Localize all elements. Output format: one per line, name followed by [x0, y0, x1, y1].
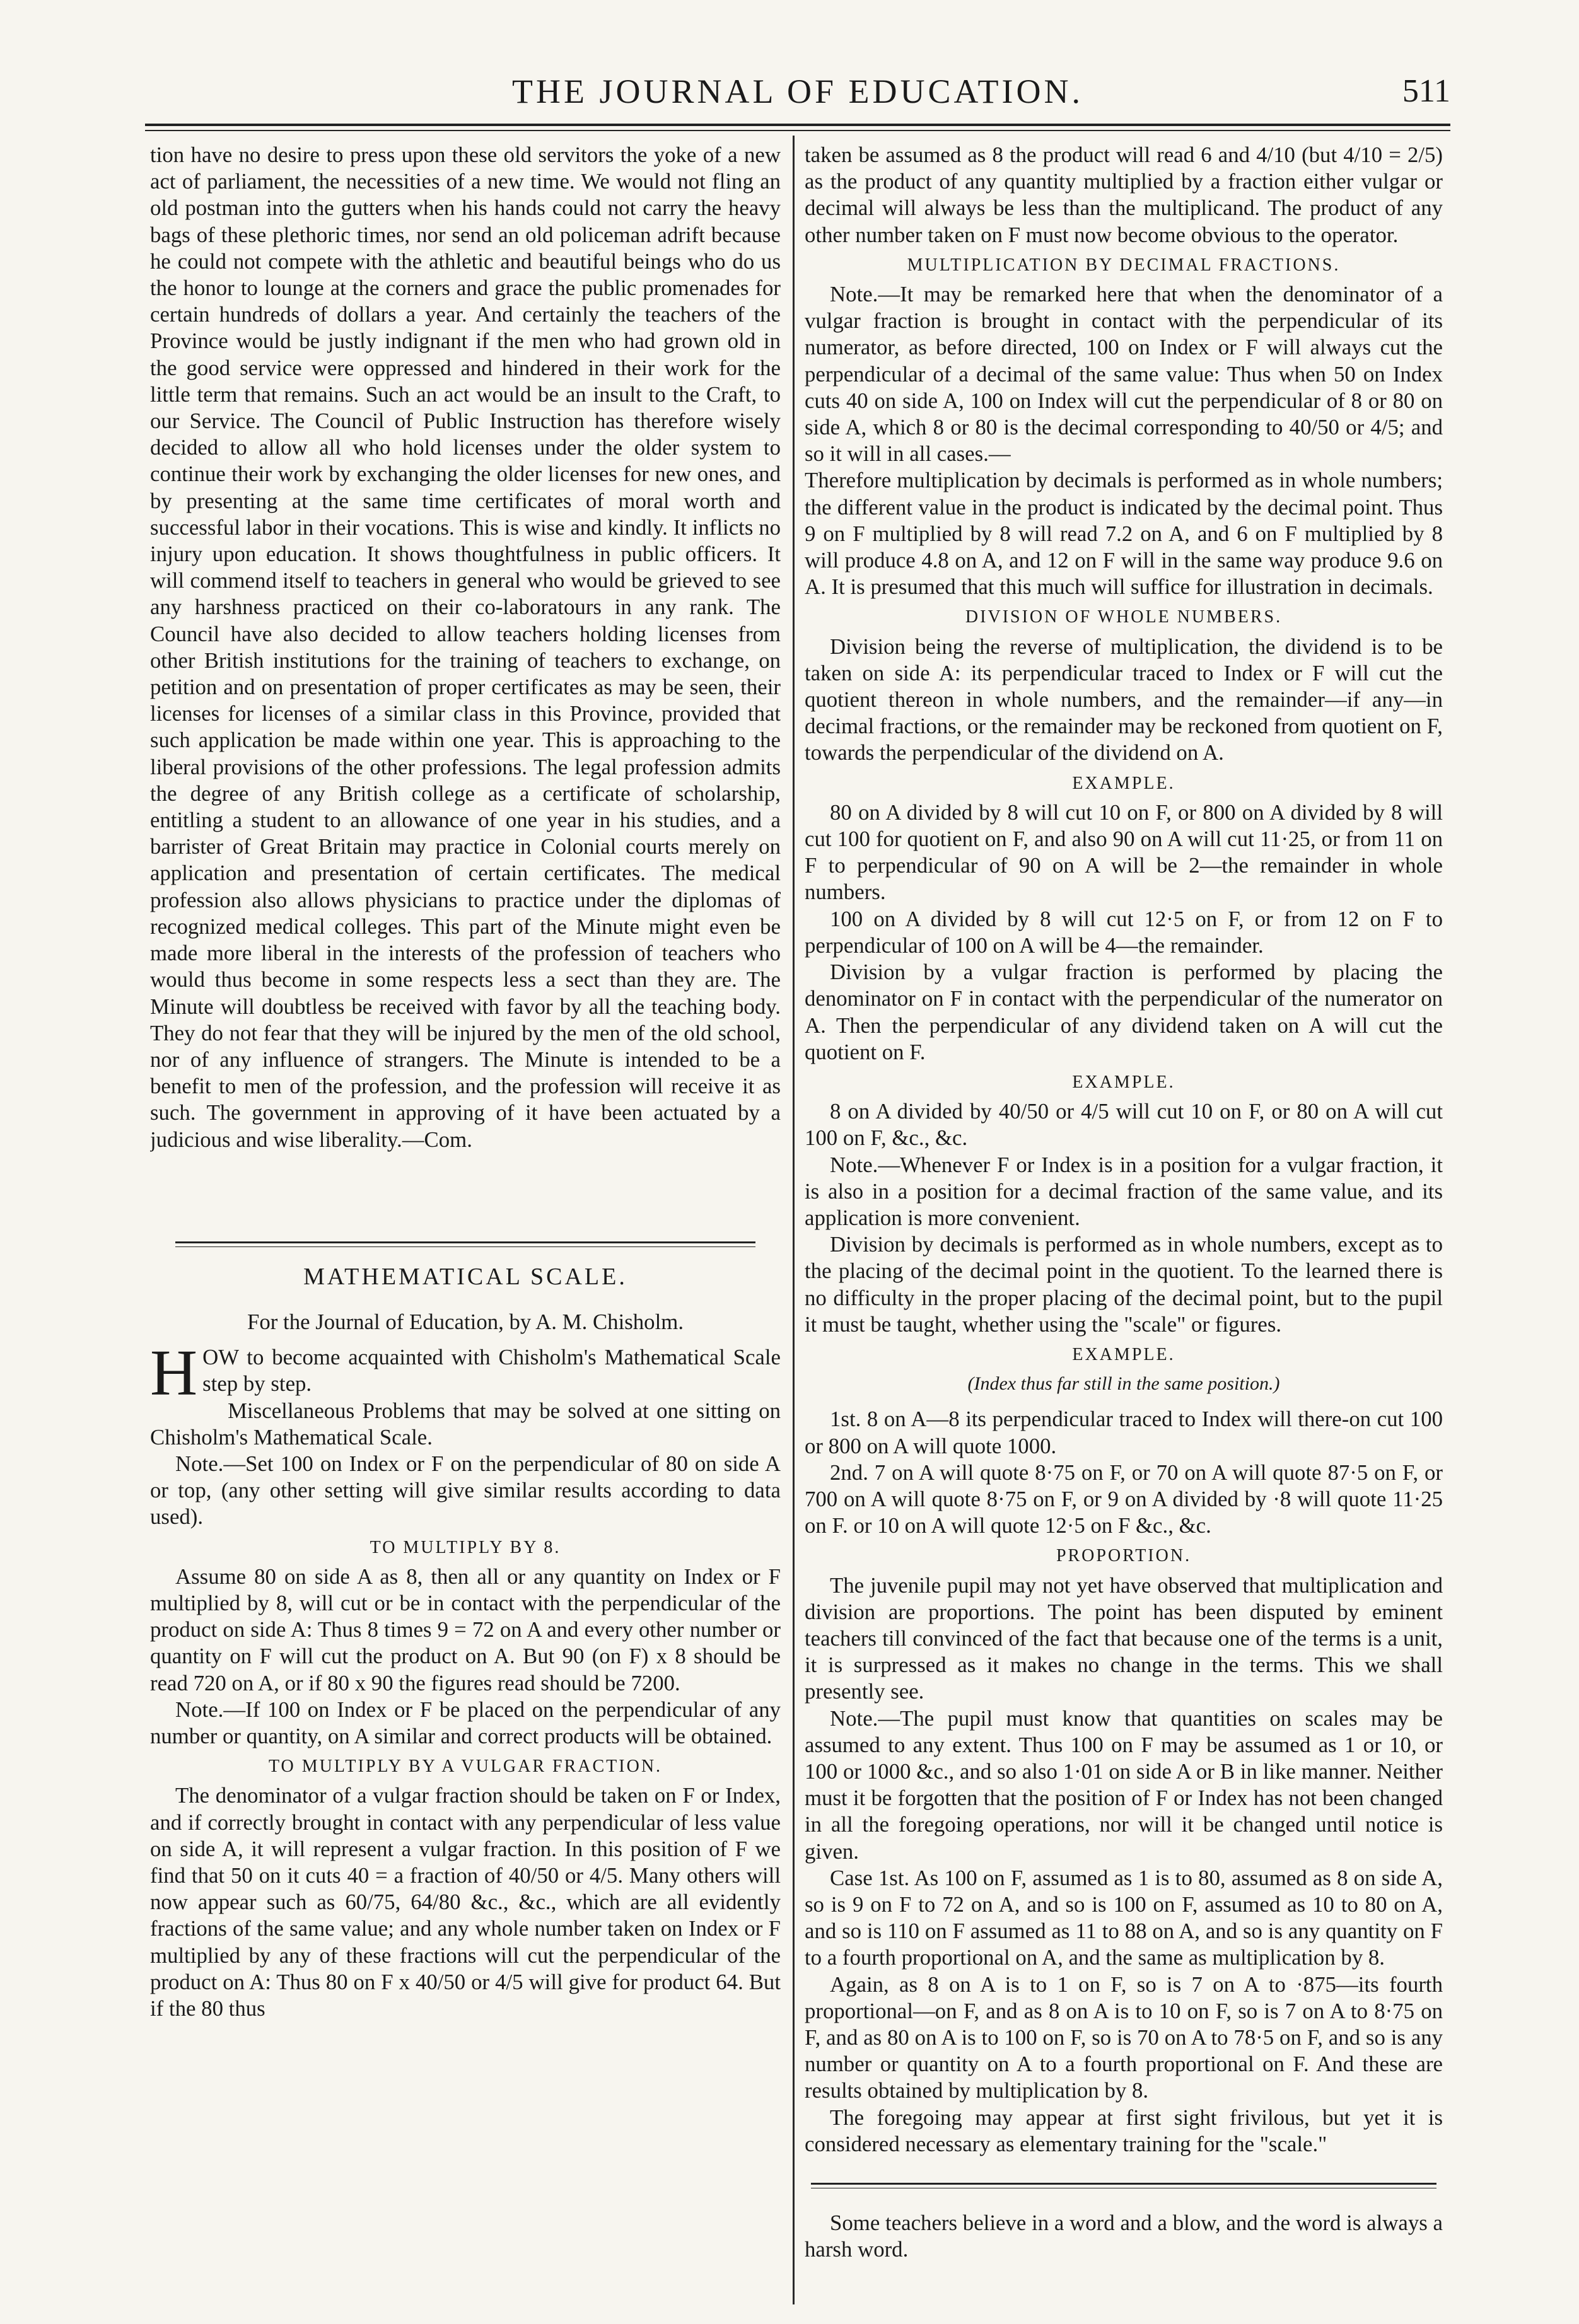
paragraph-assume: Assume 80 on side A as 8, then all or any quantity on Index or F multiplied by 8, will cut or be in contact with the perpendicular of the product on side A: Thus 8 times 9 = 72 on A and every other number or quantity on F will cut the product on A. But 90 (on F) x 8 should be read 720 on A, or if 80 x 90 the figures read should be 7200.: [150, 1564, 781, 1695]
subheading-example-2: EXAMPLE.: [1072, 1072, 1175, 1092]
paragraph-again: Again, as 8 on A is to 1 on F, so is 7 on A to ·875—its fourth proportional—on F, and as 8 on A is to 10 on F, so is 7 on A to 8·75 on F, and as 80 on A is to 100 on F, so is 70 on A to 78·5 on F, and so is any number or quantity on A to a fourth proportional on F. And these are results obtained by multiplication by 8.: [805, 1972, 1443, 2103]
article-continuation: tion have no desire to press upon these old servitors the yoke of a new act of parliament, the necessities of a new time. We would not fling an old postman into the gutters when his hands could not carry the heavy bags of these plethoric times, nor send an old policeman adrift because he could not compete with the athletic and beautiful beings who do us the honor to lounge at the corners and grace the public promenades for certain hundreds of dollars a year. And certainly the teachers of the Province would be justly indignant if the men who had grown old in the good service were oppressed and hindered in their work for the little term that remains. Such an act would be an insult to the Craft, to our Service. The Council of Public Instruction has therefore wisely decided to allow all who hold licenses under the older system to continue their work by exchanging the older licenses for new ones, and by presenting at the same time certificates of moral worth and successful labor in their vocations. This is wise and kindly. It inflicts no injury upon education. It shows thoughtfulness in public officers. It will commend itself to teachers in general who would be grieved to see any harshness practiced on their co-laboratours in any rank. The Council have also decided to allow teachers holding licenses from other British institutions for the training of teachers to exchange, on petition and on presentation of proper certificates as may be seen, their licenses for licenses of a similar class in this Province, provided that such application be made within one year. This is approaching to the liberal provisions of the other professions. The legal profession admits the degree of any British college as a certificate of scholarship, entitling a student to an allowance of one year in his studies, and a barrister of Great Britain may practice in Colonial courts merely on application and presentation of certain certificates. The medical profession also allows physicians to practice under the diplomas of recognized medical colleges. This part of the Minute might even be made more liberal in the interests of the profession of teachers who would thus become in some respects less a sect than they are. The Minute will doubtless be received with favor by all the teaching body. They do not fear that they will be injured by the men of the old school, nor of any influence of strangers. The Minute is intended to be a benefit to men of the profession, and the profession will receive it as such. The government in approving of it have been actuated by a judicious and wise liberality.—Com.: [150, 142, 781, 1152]
closing-separator: [811, 2183, 1436, 2188]
page-header: [145, 69, 1450, 120]
note-decimal: Note.—It may be remarked here that when the denominator of a vulgar fraction is brought in contact with the perpendicular of its numerator, as before directed, 100 on Index or F will always cut the perpendicular of a decimal of the same value: Thus when 50 on Index cuts 40 on side A, 100 on Index will cut the perpendicular of 8 or 80 on side A, which 8 or 80 is the decimal corresponding to 40/50 or 4/5; and so it will in all cases.—: [805, 282, 1443, 467]
paragraph-some-teachers: Some teachers believe in a word and a blow, and the word is always a harsh word.: [805, 2211, 1443, 2262]
right-column: [805, 142, 1443, 2298]
running-head: THE JOURNAL OF EDUCATION.: [512, 73, 1083, 110]
article-title: MATHEMATICAL SCALE.: [303, 1263, 627, 1290]
paragraph-case-1: Case 1st. As 100 on F, assumed as 1 is to 80, assumed as 8 on side A, so is 9 on F to 72 on A, and so is 100 on F, assumed as 10 to 80 on A, and so is 110 on F assumed as 11 to 88 on A, and so is any quantity on F to a fourth proportional on A, and the same as multiplication by 8.: [805, 1865, 1443, 1970]
subheading-decimal-multiplication: MULTIPLICATION BY DECIMAL FRACTIONS.: [907, 255, 1341, 275]
note-whenever: Note.—Whenever F or Index is in a position for a vulgar fraction, it is also in a position for a decimal fraction of the same value, and its application is more convenient.: [805, 1152, 1443, 1230]
subheading-example-3: EXAMPLE.: [1072, 1344, 1175, 1364]
paragraph-example-4: 8 on A divided by 40/50 or 4/5 will cut 10 on F, or 80 on A will cut 100 on F, &c., &c.: [805, 1099, 1443, 1151]
paragraph-division: Division being the reverse of multiplication, the dividend is to be taken on side A: its perpendicular traced to Index or F will cut the quotient thereon in whole numbers, and the remainder—if any—in decimal fractions, or the remainder may be reckoned from quotient on F, towards the perpendicular of the dividend on A.: [805, 634, 1443, 765]
section-separator: [175, 1241, 755, 1247]
page-number: 511: [1402, 73, 1450, 109]
subheading-proportion: PROPORTION.: [1056, 1546, 1192, 1566]
column-divider: [793, 136, 795, 2304]
paragraph-second: 2nd. 7 on A will quote 8·75 on F, or 70 on A will quote 87·5 on F, or 700 on A will quote 8·75 on F, or 9 on A divided by ·8 will quote 11·25 on F. or 10 on A will quote 12·5 on F &c., &c.: [805, 1460, 1443, 1538]
paragraph-first: 1st. 8 on A—8 its perpendicular traced to Index will there-on cut 100 or 800 on A will quote 1000.: [805, 1407, 1443, 1458]
note-setting: Note.—Set 100 on Index or F on the perpendicular of 80 on side A or top, (any other setting will give similar results according to data used).: [150, 1451, 781, 1530]
byline: For the Journal of Education, by A. M. Chisholm.: [247, 1309, 684, 1334]
paragraph-continuation: taken be assumed as 8 the product will read 6 and 4/10 (but 4/10 = 2/5) as the product of any quantity multiplied by a fraction either vulgar or decimal will always be less than the multiplicand. The product of any other number taken on F must now become obvious to the operator.: [805, 142, 1443, 247]
header-rule: [145, 124, 1450, 131]
paragraph-example-2: 100 on A divided by 8 will cut 12·5 on F, or from 12 on F to perpendicular of 100 on A will be 4—the remainder.: [805, 906, 1443, 958]
paragraph-example-1: 80 on A divided by 8 will cut 10 on F, or 800 on A divided by 8 will cut 100 for quotient on F, and also 90 on A will cut 11·25, or from 11 on F to perpendicular of 90 on A will be 2—the remainder in whole numbers.: [805, 799, 1443, 905]
subheading-multiply-8: TO MULTIPLY BY 8.: [370, 1537, 561, 1557]
paragraph-proportion: The juvenile pupil may not yet have observed that multiplication and division are proportions. The point has been disputed by eminent teachers till convinced of the fact that because one of the terms is a unit, it is surpressed as it makes no change in the terms. This we shall presently see.: [805, 1572, 1443, 1704]
subheading-example-1: EXAMPLE.: [1072, 773, 1175, 793]
italic-note: (Index thus far still in the same position.): [967, 1373, 1280, 1395]
note-index: Note.—If 100 on Index or F be placed on the perpendicular of any number or quantity, on A similar and correct products will be obtained.: [150, 1697, 781, 1748]
note-pupil: Note.—The pupil must know that quantities on scales may be assumed to any extent. Thus 100 on F may be assumed as 1 or 10, or 100 or 1000 &c., and so also 1·01 on side A or B in like manner. Neither must it be forgotten that the position of F or Index has not been changed in all the foregoing operations, nor will it be changed until notice is given.: [805, 1705, 1443, 1864]
intro-paragraph: [150, 1337, 781, 1410]
subheading-division: DIVISION OF WHOLE NUMBERS.: [965, 607, 1283, 627]
paragraph-misc: Miscellaneous Problems that may be solved at one sitting on Chisholm's Mathematical Scale.: [150, 1398, 781, 1450]
paragraph-example-3: Division by a vulgar fraction is performed by placing the denominator on F in contact with the perpendicular of the numerator on A. Then the perpendicular of any dividend taken on A will cut the quotient on F.: [805, 960, 1443, 1064]
paragraph-vulgar: The denominator of a vulgar fraction should be taken on F or Index, and if correctly brought in contact with any perpendicular of less value on side A, it will represent a vulgar fraction. In this position of F we find that 50 on it cuts 40 = a fraction of 40/50 or 4/5. Many others will now appear such as 60/75, 64/80 &c., &c., which are all evidently fractions of the same value; and any whole number taken on Index or F multiplied by any of these fractions will cut the perpendicular of the product on A: Thus 80 on F x 40/50 or 4/5 will give for product 64. But if the 80 thus: [150, 1783, 781, 2021]
left-column: [150, 142, 781, 2298]
drop-cap: H: [150, 1337, 198, 1410]
intro-text: OW to become acquainted with Chisholm's Mathematical Scale step by step.: [202, 1345, 781, 1397]
subheading-vulgar-fraction: TO MULTIPLY BY A VULGAR FRACTION.: [268, 1757, 663, 1777]
paragraph-therefore: Therefore multiplication by decimals is performed as in whole numbers; the different value in the product is indicated by the decimal point. Thus 9 on F multiplied by 8 will read 7.2 on A, and 6 on F multiplied by 8 will produce 4.8 on A, and 12 on F will in the same way produce 9.6 on A. It is presumed that this much will suffice for illustration in decimals.: [805, 468, 1443, 600]
paragraph-division-decimals: Division by decimals is performed as in whole numbers, except as to the placing of the decimal point in the quotient. To the learned there is no difficulty in the proper placing of the decimal point, but to the pupil it must be taught, whether using the "scale" or figures.: [805, 1232, 1443, 1337]
paragraph-foregoing: The foregoing may appear at first sight frivilous, but yet it is considered necessary as elementary training for the "scale.": [805, 2105, 1443, 2156]
